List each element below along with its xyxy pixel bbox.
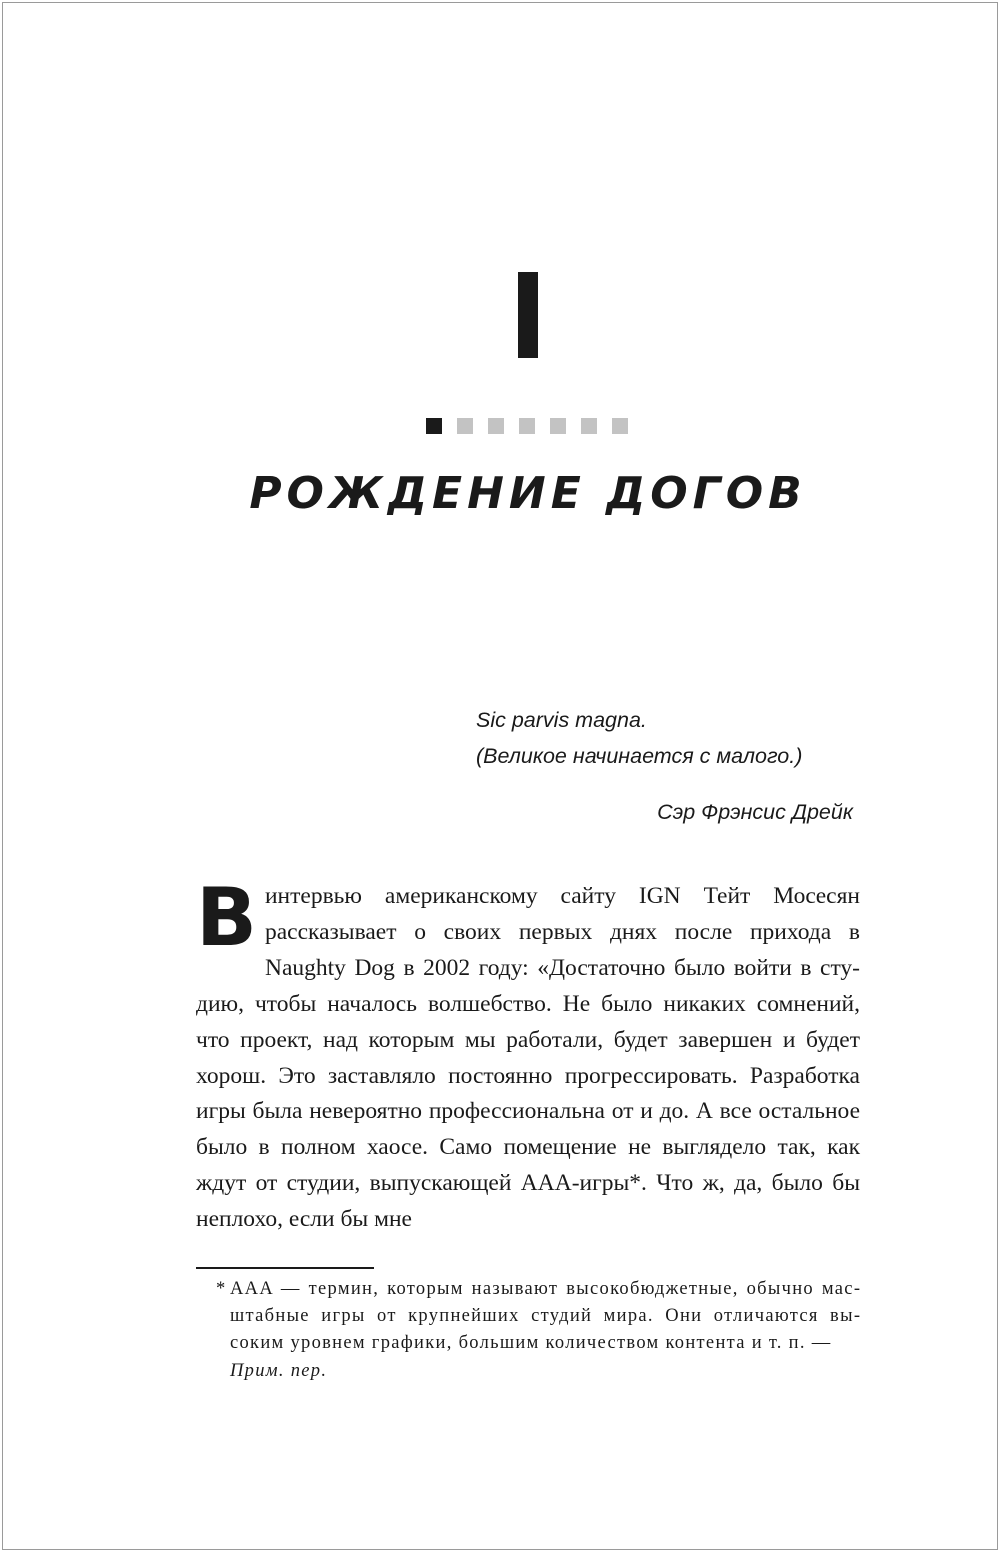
- body-paragraph: [196, 871, 860, 1238]
- body-text: интервью американскому сайту IGN Тейт Моceсян рассказывает о своих первых днях после прихода в Naughty Dog в 2002 году: «Достаточно было войти в студию, чтобы началось волшебство. Не было никаких сомнений, что проект, над которым мы работали, будет завершен и будет хорош. Это заставляло постоянно прогрессировать. Разработка игры была невероятно профессиональна от и до. А все остальное было в полном хаосе. Само помещение не выглядело так, как ждут от студии, выпускающей AAA-игры*. Что ж, да, было бы неплохо, если бы мне: [196, 883, 860, 1233]
- divider-square: [581, 418, 597, 434]
- divider-square: [612, 418, 628, 434]
- epigraph-translation: (Великое начинается с малого.): [476, 744, 803, 768]
- epigraph-latin: Sic parvis magna.: [476, 708, 647, 732]
- footnote-text: AAA — термин, которым называют высокобюджетные, обычно масштабные игры от крупнейших студий мира. Они отличаются высоким уровнем графики, большим количеством контента и т. п. —: [230, 1279, 860, 1354]
- divider-square: [519, 418, 535, 434]
- divider-square: [457, 418, 473, 434]
- drop-cap: В: [196, 871, 257, 964]
- footnote-mark: *: [216, 1279, 227, 1299]
- divider-square: [550, 418, 566, 434]
- divider-square-dark: [426, 418, 442, 434]
- footnote-translator-note: Прим. пер.: [230, 1360, 328, 1381]
- chapter-title: РОЖДЕНИЕ ДОГОВ: [249, 468, 807, 519]
- footnote: [218, 1276, 860, 1385]
- footnote-separator: [196, 1267, 374, 1269]
- epigraph-author: Сэр Фрэнсис Дрейк: [657, 800, 853, 824]
- epigraph: [476, 702, 896, 774]
- divider-square: [488, 418, 504, 434]
- part-numeral: [518, 272, 538, 358]
